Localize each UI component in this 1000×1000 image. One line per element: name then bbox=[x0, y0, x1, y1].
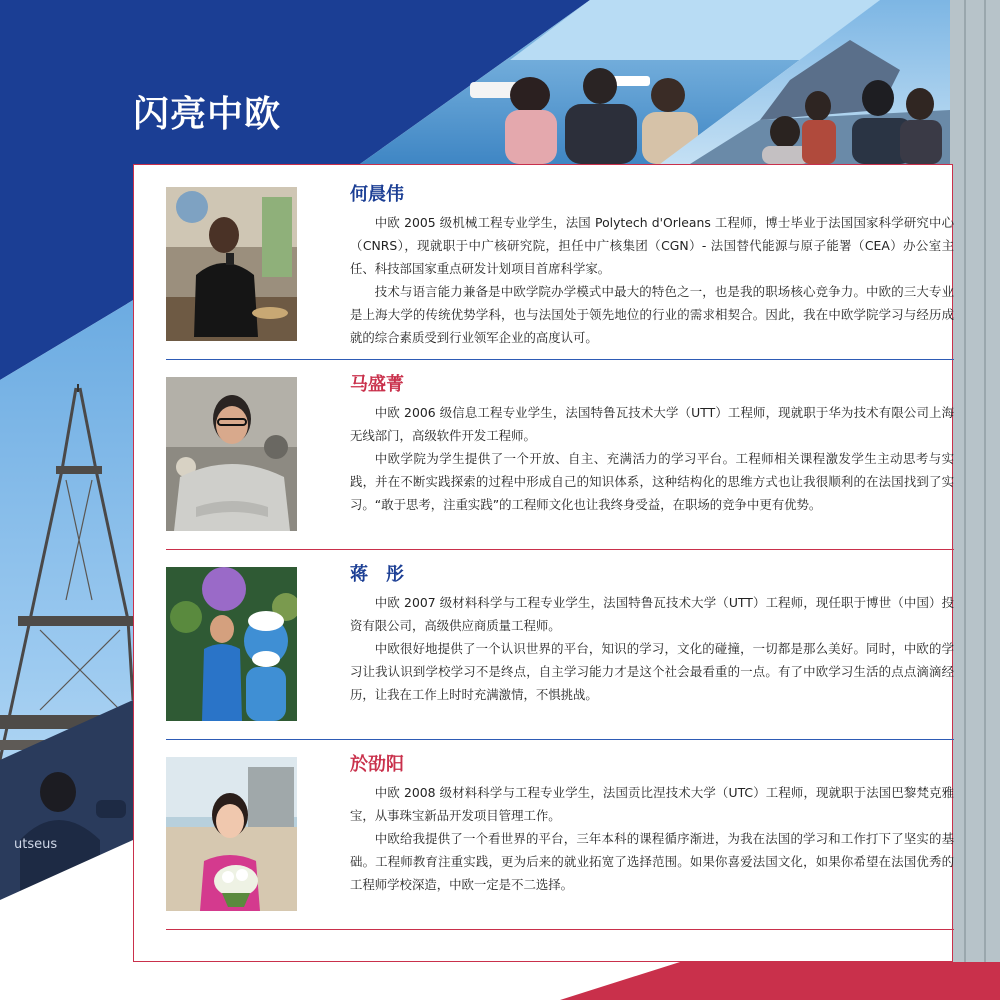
profile-text bbox=[350, 373, 954, 516]
profile-name: 何晨伟 bbox=[350, 184, 404, 205]
portrait-photo bbox=[166, 187, 297, 341]
portrait-photo bbox=[166, 567, 297, 721]
profile-text bbox=[350, 183, 954, 349]
profile-text bbox=[350, 753, 954, 896]
profile-quote: 技术与语言能力兼备是中欧学院办学模式中最大的特色之一，也是我的职场核心竞争力。中欧的三大专业是上海大学的传统优势学科，也与法国处于领先地位的行业的需求相契合。因此，我在中欧学院学习与经历成就的综合素质受到行业领军企业的高度认可。 bbox=[350, 284, 954, 345]
profile-name: 於劭阳 bbox=[350, 754, 404, 775]
profile-quote: 中欧学院为学生提供了一个开放、自主、充满活力的学习平台。工程师相关课程激发学生主动思考与实践，并在不断实践探索的过程中形成自己的知识体系，这种结构化的思维方式也让我很顺利的在法国找到了实习。“敢于思考，注重实践”的工程师文化也让我终身受益，在职场的竞争中更有优势。 bbox=[350, 451, 954, 512]
profile-intro: 中欧 2006 级信息工程专业学生，法国特鲁瓦技术大学（UTT）工程师，现就职于华为技术有限公司上海无线部门，高级软件开发工程师。 bbox=[350, 405, 954, 443]
portrait-photo bbox=[166, 377, 297, 531]
portrait-photo bbox=[166, 757, 297, 911]
profile-intro: 中欧 2005 级机械工程专业学生，法国 Polytech d'Orleans 工程师，博士毕业于法国国家科学研究中心（CNRS），现就职于中广核研究院，担任中广核集团（CGN）- 法国替代能源与原子能署（CEA）办公室主任、科技部国家重点研发计划项目首席科学家。 bbox=[350, 215, 954, 276]
red-band bbox=[560, 962, 1000, 1000]
profile-intro: 中欧 2007 级材料科学与工程专业学生，法国特鲁瓦技术大学（UTT）工程师，现任职于博世（中国）投资有限公司，高级供应商质量工程师。 bbox=[350, 595, 954, 633]
profile-name: 蒋 彤 bbox=[350, 564, 404, 585]
page-title: 闪亮中欧 bbox=[133, 94, 282, 135]
profile-text bbox=[350, 563, 954, 706]
profile-card bbox=[166, 735, 954, 925]
profile-name: 马盛菁 bbox=[350, 374, 404, 395]
stone-building bbox=[950, 0, 1000, 1000]
profile-card bbox=[166, 165, 954, 355]
profile-quote: 中欧给我提供了一个看世界的平台，三年本科的课程循序渐进，为我在法国的学习和工作打下了坚实的基础。工程师教育注重实践，更为后来的就业拓宽了选择范围。如果你喜爱法国文化，如果你希望在法国优秀的工程师学校深造，中欧一定是不二选择。 bbox=[350, 831, 954, 892]
profile-intro: 中欧 2008 级材料科学与工程专业学生，法国贡比涅技术大学（UTC）工程师，现就职于法国巴黎梵克雅宝，从事珠宝新品开发项目管理工作。 bbox=[350, 785, 954, 823]
jacket-text: utseus bbox=[14, 837, 58, 852]
profiles-panel bbox=[133, 164, 953, 962]
profile-quote: 中欧很好地提供了一个认识世界的平台，知识的学习，文化的碰撞，一切都是那么美好。同时，中欧的学习让我认识到学校学习不是终点，自主学习能力才是这个社会最看重的一点。有了中欧学习生活的点点滴滴经历，让我在工作上时时充满激情，不惧挑战。 bbox=[350, 641, 954, 702]
profile-card bbox=[166, 545, 954, 735]
divider bbox=[166, 929, 954, 930]
profile-card bbox=[166, 355, 954, 545]
